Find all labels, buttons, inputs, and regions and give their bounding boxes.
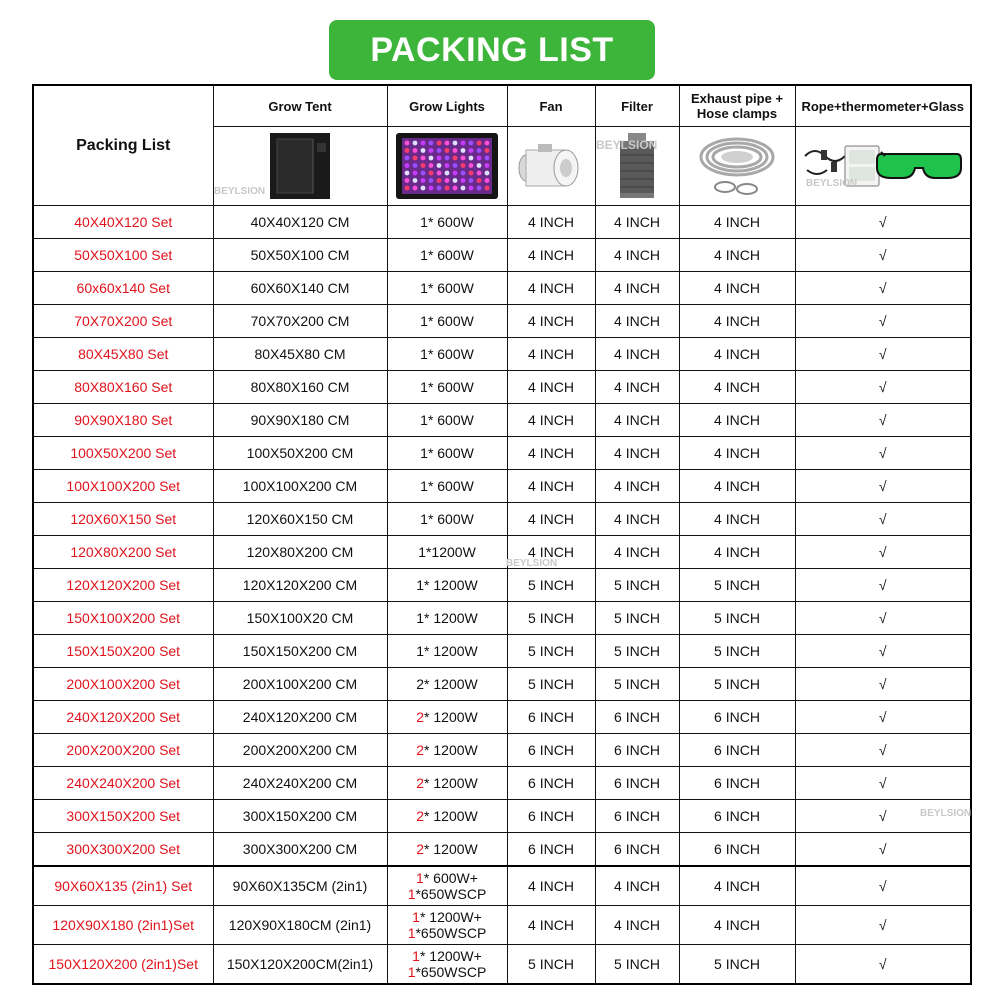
grow-light-image <box>387 127 507 206</box>
tent-size: 300X300X200 CM <box>213 833 387 867</box>
table-row <box>33 734 971 767</box>
table-row <box>33 305 971 338</box>
exhaust-size: 5 INCH <box>679 635 795 668</box>
tent-size: 200X200X200 CM <box>213 734 387 767</box>
light-quantity: 1 <box>416 870 424 886</box>
light-quantity: 1 <box>407 886 416 902</box>
table-row <box>33 371 971 404</box>
grow-lights-cell <box>387 701 507 734</box>
exhaust-size: 5 INCH <box>679 602 795 635</box>
light-power: * 1200W <box>424 577 478 593</box>
set-name: 200X200X200 Set <box>33 734 213 767</box>
filter-size: 5 INCH <box>595 602 679 635</box>
grow-lights-cell <box>387 833 507 867</box>
light-quantity: 1 <box>418 544 426 560</box>
tent-size: 120X120X200 CM <box>213 569 387 602</box>
table-row <box>33 800 971 833</box>
tent-size: 40X40X120 CM <box>213 206 387 239</box>
accessories-check: √ <box>795 272 971 305</box>
tent-size: 120X60X150 CM <box>213 503 387 536</box>
tent-size: 300X150X200 CM <box>213 800 387 833</box>
filter-size: 4 INCH <box>595 206 679 239</box>
exhaust-size: 6 INCH <box>679 833 795 867</box>
accessories-check: √ <box>795 767 971 800</box>
fan-size: 6 INCH <box>507 767 595 800</box>
set-name: 150X100X200 Set <box>33 602 213 635</box>
accessories-check: √ <box>795 536 971 569</box>
accessories-check: √ <box>795 701 971 734</box>
exhaust-size: 6 INCH <box>679 767 795 800</box>
filter-size: 4 INCH <box>595 239 679 272</box>
tent-size: 100X100X200 CM <box>213 470 387 503</box>
grow-lights-cell <box>387 371 507 404</box>
accessories-check: √ <box>795 371 971 404</box>
fan-size: 4 INCH <box>507 470 595 503</box>
fan-image <box>507 127 595 206</box>
set-name: 60x60x140 Set <box>33 272 213 305</box>
accessories-check: √ <box>795 305 971 338</box>
header-packing-list: Packing List <box>33 85 213 206</box>
light-power: * 1200W <box>424 610 478 626</box>
table-row <box>33 404 971 437</box>
set-name: 80X80X160 Set <box>33 371 213 404</box>
tent-size: 200X100X200 CM <box>213 668 387 701</box>
light-quantity: 2 <box>416 709 425 725</box>
table-row <box>33 536 971 569</box>
fan-size: 6 INCH <box>507 800 595 833</box>
header-accessories: Rope+thermometer+Glass <box>795 85 971 127</box>
watermark: BEYLSION <box>806 178 858 189</box>
filter-size: 4 INCH <box>595 470 679 503</box>
table-row <box>33 272 971 305</box>
set-name: 100X100X200 Set <box>33 470 213 503</box>
filter-size: 6 INCH <box>595 833 679 867</box>
accessories-check: √ <box>795 503 971 536</box>
set-name: 120X90X180 (2in1)Set <box>33 906 213 945</box>
light-quantity: 1 <box>420 445 428 461</box>
light-power: * 600W <box>427 412 474 428</box>
exhaust-size: 4 INCH <box>679 470 795 503</box>
header-grow-lights: Grow Lights <box>387 85 507 127</box>
table-row <box>33 945 971 985</box>
light-quantity: 1 <box>420 478 428 494</box>
filter-size: 4 INCH <box>595 906 679 945</box>
header-grow-tent: Grow Tent <box>213 85 387 127</box>
grow-lights-cell <box>387 668 507 701</box>
table-row <box>33 239 971 272</box>
light-quantity: 1 <box>412 909 420 925</box>
grow-lights-cell <box>387 206 507 239</box>
light-power: * 600W <box>427 280 474 296</box>
exhaust-size: 4 INCH <box>679 206 795 239</box>
light-power: * 600W+ <box>423 870 478 886</box>
set-name: 100X50X200 Set <box>33 437 213 470</box>
tent-size: 120X80X200 CM <box>213 536 387 569</box>
light-power: * 600W <box>427 313 474 329</box>
light-power: * 600W <box>427 346 474 362</box>
filter-size: 6 INCH <box>595 800 679 833</box>
watermark: BEYLSION <box>596 138 658 152</box>
packing-list-table <box>32 84 972 985</box>
set-name: 150X150X200 Set <box>33 635 213 668</box>
header-exhaust: Exhaust pipe + Hose clamps <box>679 85 795 127</box>
grow-lights-cell <box>387 536 507 569</box>
light-quantity: 1 <box>416 610 425 626</box>
tent-size: 150X100X20 CM <box>213 602 387 635</box>
light-quantity: 1 <box>420 511 428 527</box>
light-quantity: 1 <box>420 379 428 395</box>
accessories-check: √ <box>795 635 971 668</box>
light-power: * 600W <box>427 511 474 527</box>
light-power: * 1200W <box>424 742 478 758</box>
fan-size: 5 INCH <box>507 602 595 635</box>
set-name: 90X90X180 Set <box>33 404 213 437</box>
grow-lights-cell <box>387 437 507 470</box>
tent-size: 120X90X180CM (2in1) <box>213 906 387 945</box>
grow-lights-cell <box>387 767 507 800</box>
exhaust-size: 5 INCH <box>679 569 795 602</box>
fan-size: 4 INCH <box>507 305 595 338</box>
light-power: * 600W <box>427 214 474 230</box>
tent-size: 80X80X160 CM <box>213 371 387 404</box>
table-row <box>33 866 971 906</box>
fan-size: 4 INCH <box>507 536 595 569</box>
fan-size: 6 INCH <box>507 701 595 734</box>
filter-size: 4 INCH <box>595 503 679 536</box>
exhaust-size: 4 INCH <box>679 272 795 305</box>
table-row <box>33 906 971 945</box>
light-quantity: 2 <box>416 808 425 824</box>
grow-lights-cell <box>387 800 507 833</box>
fan-size: 4 INCH <box>507 272 595 305</box>
fan-size: 6 INCH <box>507 734 595 767</box>
accessories-image <box>795 127 971 206</box>
set-name: 80X45X80 Set <box>33 338 213 371</box>
exhaust-size: 4 INCH <box>679 371 795 404</box>
grow-lights-cell <box>387 602 507 635</box>
filter-size: 4 INCH <box>595 536 679 569</box>
watermark: BEYLSION <box>214 186 266 197</box>
light-power: *650WSCP <box>415 925 487 941</box>
filter-size: 4 INCH <box>595 404 679 437</box>
exhaust-size: 4 INCH <box>679 239 795 272</box>
page-banner: PACKING LIST <box>329 20 655 80</box>
grow-lights-cell <box>387 305 507 338</box>
light-quantity: 2 <box>416 676 425 692</box>
exhaust-size: 4 INCH <box>679 305 795 338</box>
accessories-check: √ <box>795 206 971 239</box>
filter-size: 4 INCH <box>595 437 679 470</box>
tent-size: 50X50X100 CM <box>213 239 387 272</box>
light-quantity: 1 <box>420 214 428 230</box>
fan-size: 4 INCH <box>507 503 595 536</box>
fan-size: 5 INCH <box>507 945 595 985</box>
filter-size: 5 INCH <box>595 569 679 602</box>
filter-size: 5 INCH <box>595 668 679 701</box>
set-name: 120X80X200 Set <box>33 536 213 569</box>
grow-lights-cell <box>387 503 507 536</box>
exhaust-pipe-image <box>679 127 795 206</box>
accessories-check: √ <box>795 668 971 701</box>
accessories-check: √ <box>795 906 971 945</box>
grow-lights-cell <box>387 866 507 906</box>
set-name: 70X70X200 Set <box>33 305 213 338</box>
exhaust-size: 4 INCH <box>679 437 795 470</box>
exhaust-size: 6 INCH <box>679 800 795 833</box>
set-name: 40X40X120 Set <box>33 206 213 239</box>
light-quantity: 1 <box>420 313 428 329</box>
light-quantity: 1 <box>420 280 428 296</box>
filter-size: 4 INCH <box>595 866 679 906</box>
exhaust-size: 6 INCH <box>679 701 795 734</box>
fan-size: 4 INCH <box>507 371 595 404</box>
set-name: 300X150X200 Set <box>33 800 213 833</box>
light-power: * 1200W <box>424 841 478 857</box>
tent-size: 90X60X135CM (2in1) <box>213 866 387 906</box>
light-power: * 1200W <box>424 709 478 725</box>
light-power: * 1200W+ <box>419 909 482 925</box>
accessories-check: √ <box>795 945 971 985</box>
fan-size: 5 INCH <box>507 668 595 701</box>
light-quantity: 2 <box>416 775 425 791</box>
set-name: 150X120X200 (2in1)Set <box>33 945 213 985</box>
exhaust-pipe-icon <box>687 131 787 201</box>
light-quantity: 1 <box>420 412 428 428</box>
set-name: 120X120X200 Set <box>33 569 213 602</box>
light-quantity: 2 <box>416 742 425 758</box>
accessories-check: √ <box>795 338 971 371</box>
table-row <box>33 338 971 371</box>
tent-size: 80X45X80 CM <box>213 338 387 371</box>
light-power: * 600W <box>427 445 474 461</box>
light-quantity: 1 <box>407 964 416 980</box>
light-quantity: 2 <box>416 841 425 857</box>
set-name: 200X100X200 Set <box>33 668 213 701</box>
exhaust-size: 4 INCH <box>679 404 795 437</box>
filter-size: 4 INCH <box>595 305 679 338</box>
accessories-check: √ <box>795 602 971 635</box>
filter-size: 6 INCH <box>595 767 679 800</box>
exhaust-size: 4 INCH <box>679 866 795 906</box>
set-name: 90X60X135 (2in1) Set <box>33 866 213 906</box>
grow-lights-cell <box>387 272 507 305</box>
grow-lights-cell <box>387 404 507 437</box>
accessories-check: √ <box>795 470 971 503</box>
filter-size: 6 INCH <box>595 734 679 767</box>
table-row <box>33 503 971 536</box>
light-power: *650WSCP <box>415 886 487 902</box>
filter-size: 4 INCH <box>595 371 679 404</box>
fan-size: 4 INCH <box>507 206 595 239</box>
accessories-check: √ <box>795 569 971 602</box>
grow-lights-cell <box>387 945 507 985</box>
packing-list-rows <box>33 206 971 985</box>
filter-size: 4 INCH <box>595 272 679 305</box>
grow-lights-cell <box>387 239 507 272</box>
exhaust-size: 4 INCH <box>679 338 795 371</box>
accessories-check: √ <box>795 833 971 867</box>
filter-size: 5 INCH <box>595 635 679 668</box>
watermark: BEYLSION <box>506 558 558 569</box>
light-power: *1200W <box>425 544 476 560</box>
header-fan: Fan <box>507 85 595 127</box>
exhaust-size: 5 INCH <box>679 945 795 985</box>
tent-size: 240X120X200 CM <box>213 701 387 734</box>
filter-size: 6 INCH <box>595 701 679 734</box>
table-row <box>33 437 971 470</box>
filter-size: 4 INCH <box>595 338 679 371</box>
light-power: * 1200W <box>424 643 478 659</box>
tent-size: 70X70X200 CM <box>213 305 387 338</box>
light-power: * 1200W <box>424 676 478 692</box>
table-row <box>33 767 971 800</box>
tent-size: 150X150X200 CM <box>213 635 387 668</box>
fan-size: 4 INCH <box>507 906 595 945</box>
fan-size: 4 INCH <box>507 866 595 906</box>
accessories-check: √ <box>795 404 971 437</box>
set-name: 300X300X200 Set <box>33 833 213 867</box>
fan-icon <box>516 136 586 196</box>
fan-size: 4 INCH <box>507 338 595 371</box>
fan-size: 5 INCH <box>507 569 595 602</box>
fan-size: 6 INCH <box>507 833 595 867</box>
light-quantity: 1 <box>416 577 425 593</box>
exhaust-size: 4 INCH <box>679 906 795 945</box>
light-power: * 1200W <box>424 775 478 791</box>
tent-size: 240X240X200 CM <box>213 767 387 800</box>
fan-size: 4 INCH <box>507 437 595 470</box>
header-filter: Filter <box>595 85 679 127</box>
light-quantity: 1 <box>416 643 425 659</box>
fan-size: 4 INCH <box>507 404 595 437</box>
accessories-check: √ <box>795 437 971 470</box>
grow-lights-cell <box>387 569 507 602</box>
exhaust-size: 5 INCH <box>679 668 795 701</box>
accessories-check: √ <box>795 866 971 906</box>
set-name: 50X50X100 Set <box>33 239 213 272</box>
grow-lights-cell <box>387 470 507 503</box>
grow-lights-cell <box>387 734 507 767</box>
grow-lights-cell <box>387 338 507 371</box>
light-quantity: 1 <box>412 948 420 964</box>
table-row <box>33 668 971 701</box>
grow-tent-icon <box>265 129 335 203</box>
light-quantity: 1 <box>407 925 416 941</box>
table-row <box>33 569 971 602</box>
grow-light-icon <box>392 129 502 203</box>
tent-size: 90X90X180 CM <box>213 404 387 437</box>
filter-size: 5 INCH <box>595 945 679 985</box>
table-row <box>33 206 971 239</box>
light-quantity: 1 <box>420 346 428 362</box>
table-row <box>33 470 971 503</box>
accessories-check: √ <box>795 800 971 833</box>
tent-size: 150X120X200CM(2in1) <box>213 945 387 985</box>
accessories-check: √ <box>795 734 971 767</box>
table-row <box>33 833 971 867</box>
light-power: * 1200W+ <box>419 948 482 964</box>
fan-size: 5 INCH <box>507 635 595 668</box>
exhaust-size: 6 INCH <box>679 734 795 767</box>
set-name: 240X240X200 Set <box>33 767 213 800</box>
table-row <box>33 701 971 734</box>
accessories-check: √ <box>795 239 971 272</box>
light-quantity: 1 <box>420 247 428 263</box>
set-name: 120X60X150 Set <box>33 503 213 536</box>
watermark: BEYLSION <box>920 808 972 819</box>
fan-size: 4 INCH <box>507 239 595 272</box>
light-power: * 1200W <box>424 808 478 824</box>
light-power: * 600W <box>427 379 474 395</box>
exhaust-size: 4 INCH <box>679 503 795 536</box>
light-power: * 600W <box>427 247 474 263</box>
set-name: 240X120X200 Set <box>33 701 213 734</box>
table-row <box>33 635 971 668</box>
light-power: *650WSCP <box>415 964 487 980</box>
exhaust-size: 4 INCH <box>679 536 795 569</box>
grow-lights-cell <box>387 635 507 668</box>
table-row <box>33 602 971 635</box>
light-power: * 600W <box>427 478 474 494</box>
tent-size: 100X50X200 CM <box>213 437 387 470</box>
tent-size: 60X60X140 CM <box>213 272 387 305</box>
grow-lights-cell <box>387 906 507 945</box>
